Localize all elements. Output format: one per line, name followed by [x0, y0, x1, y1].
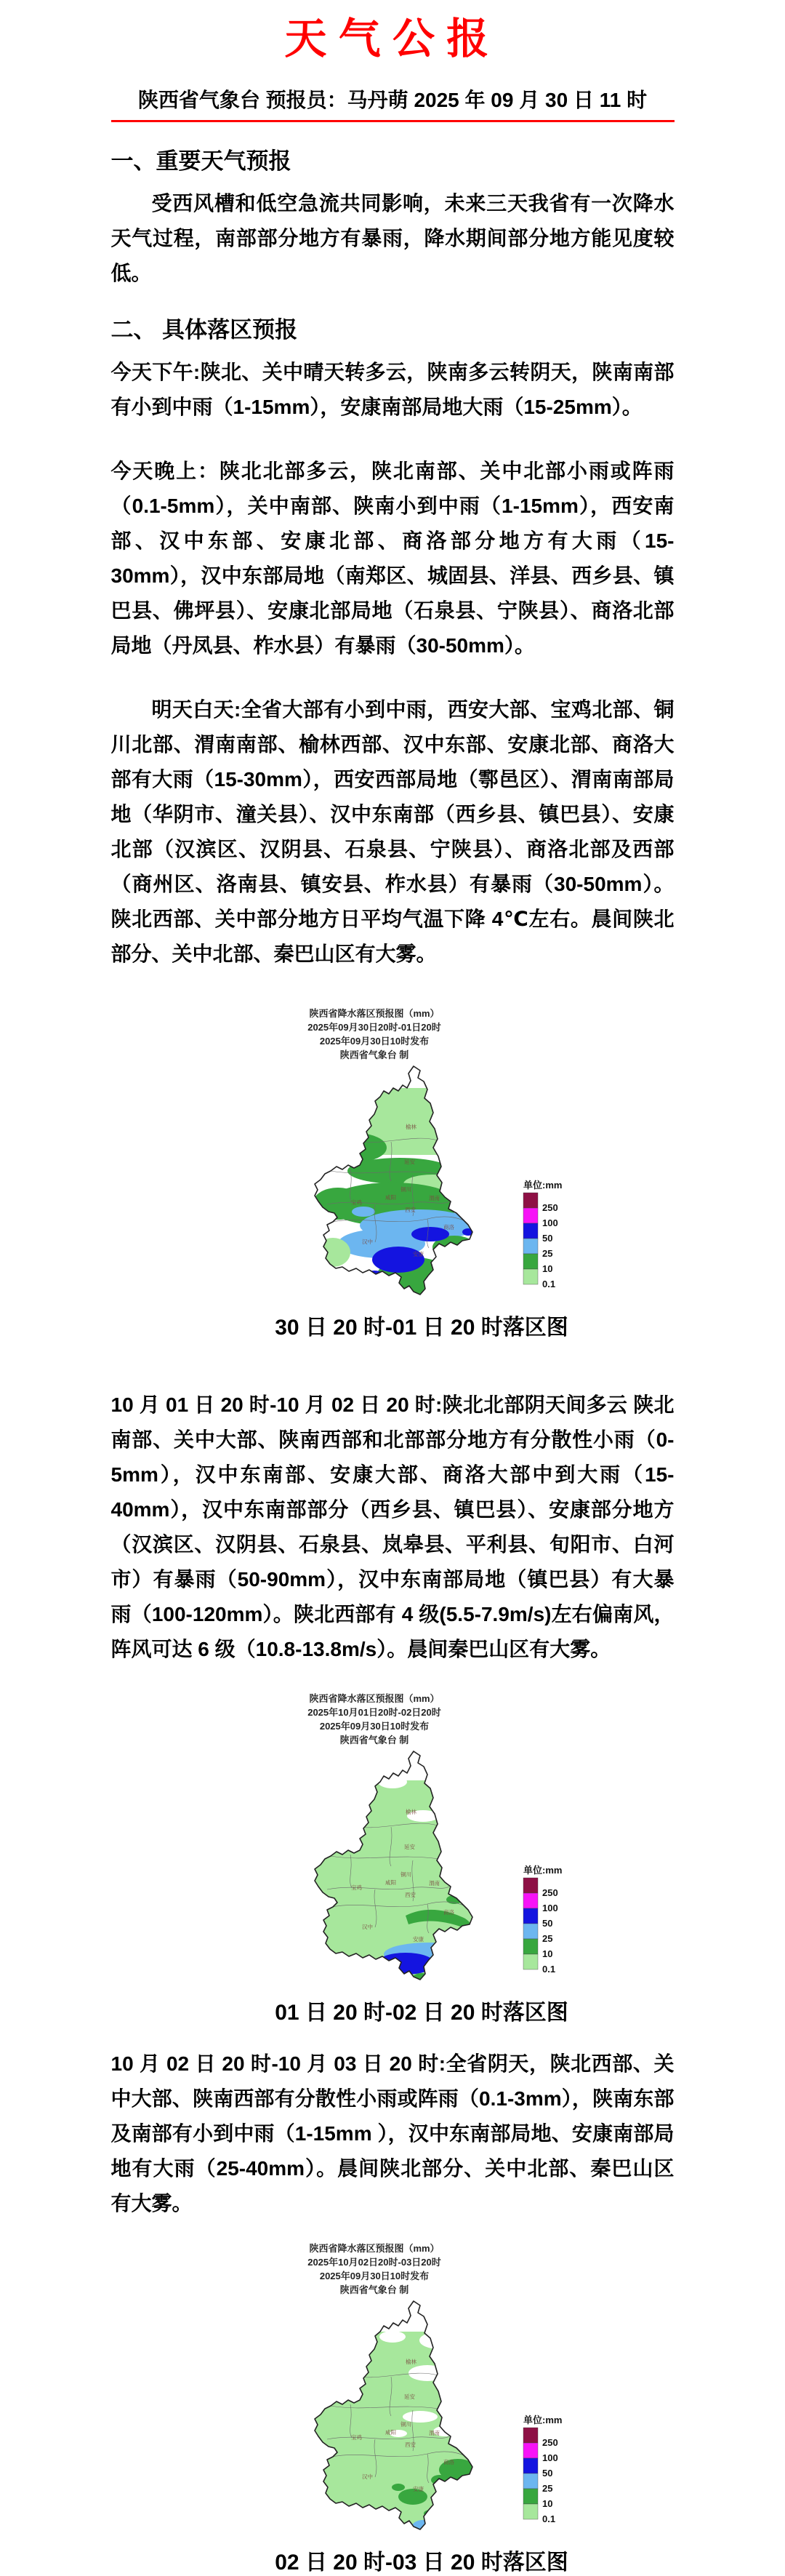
meta-underline	[111, 87, 675, 122]
map-producer: 陕西省气象台 制	[339, 2284, 409, 2295]
legend-value: 25	[542, 1933, 553, 1944]
forecast-today-night-body: 陕北北部多云，陕北南部、关中北部小雨或阵雨（0.1-5mm），关中南部、陕南小到中雨（1-15mm），西安南部、汉中东部、安康北部、商洛部分地方有大雨（15-30mm），汉中东部局地（南郑区、城固县、洋县、西乡县、镇巴县、佛坪县）、安康北部局地（石泉县、宁陕县）、商洛北部局地（丹凤县、柞水县）有暴雨（30-50mm）。	[110, 460, 675, 657]
map-city-label: 铜川	[400, 2421, 411, 2428]
legend-value: 50	[542, 2468, 553, 2479]
map-producer: 陕西省气象台 制	[339, 1735, 409, 1745]
legend-value: 50	[542, 1233, 553, 1244]
map-city-label: 延安	[404, 1844, 415, 1850]
forecast-day2-body: 陕北北部阴天间多云 陕北南部、关中大部、陕南西部和北部部分地方有分散性小雨（0-5mm），汉中东南部、安康大部、商洛大部中到大雨（15-40mm），汉中东南部部分（西乡县、镇巴县）、安康部分地方（汉滨区、汉阴县、石泉县、岚皋县、平利县、旬阳市、白河市）有暴雨（50-90mm），汉中东南部局地（镇巴县）有大暴雨（100-120mm）。陕北西部有 4 级(5.5-7.9m/s)左右偏南风，阵风可达 6 级（10.8-13.8m/s）。晨间秦巴山区有大雾。	[110, 1393, 675, 1660]
legend-swatch	[523, 1924, 538, 1939]
legend-swatch	[523, 1908, 538, 1924]
forecast-today-pm-lead: 今天下午:	[110, 361, 201, 383]
map-1-caption: 30 日 20 时-01 日 20 时落区图	[275, 1316, 568, 1340]
map-city-label: 西安	[405, 1892, 416, 1898]
legend-value: 250	[542, 1887, 558, 1898]
legend-swatch	[523, 2504, 538, 2519]
legend-value: 250	[542, 2437, 558, 2448]
legend-value: 100	[542, 1217, 558, 1228]
legend-swatch	[523, 1269, 538, 1284]
legend-swatch	[523, 1878, 538, 1893]
legend-title: 单位:mm	[523, 1865, 563, 1876]
legend-title: 单位:mm	[523, 1180, 563, 1191]
map-city-label: 安康	[413, 1251, 424, 1257]
legend-swatch	[523, 1239, 538, 1254]
map-city-label: 汉中	[362, 2473, 373, 2480]
map-2-header	[211, 1692, 538, 1747]
map-1-header	[211, 1007, 538, 1062]
precip-map-block-2	[0, 1692, 785, 2026]
section2-heading: 二、 具体落区预报	[110, 317, 298, 343]
map-city-label: 渭南	[429, 2430, 440, 2436]
shaanxi-precip-map-2	[305, 1747, 596, 1988]
legend-value: 50	[542, 1918, 553, 1929]
legend-swatch	[523, 2428, 538, 2443]
forecast-day2-lead: 10 月 01 日 20 时-10 月 02 日 20 时:	[110, 1393, 443, 1416]
map-valid-period: 2025年10月02日20时-03日20时	[307, 2257, 441, 2268]
forecast-today-pm	[111, 355, 675, 425]
map-city-label: 宝鸡	[351, 1199, 362, 1206]
map-city-label: 咸阳	[385, 1194, 396, 1201]
content-top	[111, 147, 675, 972]
legend-value: 250	[542, 1202, 558, 1213]
map-3-caption: 02 日 20 时-03 日 20 时落区图	[275, 2551, 568, 2575]
meta-line: 陕西省气象台 预报员：马丹萌 2025 年 09 月 30 日 11 时	[137, 89, 648, 111]
forecast-tomorrow-day-body: 全省大部有小到中雨，西安大部、宝鸡北部、铜川北部、渭南南部、榆林西部、汉中东部、安康北部、商洛大部有大雨（15-30mm），西安西部局地（鄠邑区）、渭南南部局地（华阴市、潼关县）、汉中东南部（西乡县、镇巴县）、安康北部（汉滨区、汉阴县、石泉县、宁陕县）、商洛北部及西部（商州区、洛南县、镇安县、柞水县）有暴雨（30-50mm）。陕北西部、关中部分地方日平均气温下降 4℃左右。晨间陕北部分、关中北部、秦巴山区有大雾。	[110, 698, 675, 965]
legend-swatch	[523, 2443, 538, 2458]
legend-swatch	[523, 1254, 538, 1269]
legend-title: 单位:mm	[523, 2415, 563, 2425]
legend-value: 0.1	[542, 1279, 556, 1289]
map-issue-time: 2025年09月30日10时发布	[319, 1036, 430, 1047]
legend-value: 100	[542, 2452, 558, 2463]
map-valid-period: 2025年10月01日20时-02日20时	[307, 1707, 441, 1718]
shaanxi-precip-map-1	[305, 1062, 596, 1303]
map-city-label: 铜川	[400, 1871, 411, 1878]
legend-swatch	[523, 2458, 538, 2473]
map-city-label: 延安	[404, 2393, 415, 2400]
map-city-label: 榆林	[406, 2359, 416, 2365]
forecast-day3-body: 全省阴天，陕北西部、关中大部、陕南西部有分散性小雨或阵雨（0.1-3mm），陕南东部及南部有小到中雨（1-15mm ），汉中东南部局地、安康南部局地有大雨（25-40mm）。晨间陕北部分、关中北部、秦巴山区有大雾。	[110, 2052, 675, 2215]
map-title-line: 陕西省降水落区预报图（mm）	[309, 1008, 440, 1019]
map-city-label: 商洛	[443, 1224, 454, 1231]
content-day3	[111, 2047, 675, 2221]
map-3-header	[211, 2241, 538, 2297]
legend-value: 10	[542, 2498, 553, 2509]
map-city-label: 汉中	[362, 1924, 373, 1930]
precip-map-block-1	[0, 1007, 785, 1341]
doc-title: 天气公报	[284, 15, 501, 63]
map-city-label: 安康	[413, 1936, 424, 1943]
legend-swatch	[523, 1193, 538, 1208]
map-city-label: 商洛	[443, 2459, 454, 2465]
forecast-tomorrow-day	[111, 692, 675, 972]
map-2-caption: 01 日 20 时-02 日 20 时落区图	[275, 2001, 568, 2025]
map-city-label: 延安	[404, 1159, 415, 1165]
forecast-day2	[111, 1388, 675, 1667]
map-city-label: 西安	[405, 2441, 416, 2448]
legend-value: 100	[542, 1903, 558, 1913]
section1-paragraph: 受西风槽和低空急流共同影响，未来三天我省有一次降水天气过程，南部部分地方有暴雨，降水期间部分地方能见度较低。	[110, 192, 675, 284]
legend-value: 25	[542, 1248, 553, 1259]
map-city-label: 渭南	[429, 1195, 440, 1201]
map-title-line: 陕西省降水落区预报图（mm）	[309, 2243, 440, 2254]
legend-swatch	[523, 1208, 538, 1223]
precip-map-block-3	[0, 2241, 785, 2576]
legend-value: 25	[542, 2483, 553, 2494]
legend-swatch	[523, 2473, 538, 2489]
map-city-label: 渭南	[429, 1880, 440, 1887]
section1-heading: 一、重要天气预报	[110, 148, 291, 174]
forecast-today-pm-body: 陕北、关中晴天转多云，陕南多云转阴天，陕南南部有小到中雨（1-15mm），安康南部局地大雨（15-25mm）。	[110, 361, 675, 418]
forecast-day3-lead: 10 月 02 日 20 时-10 月 03 日 20 时:	[110, 2052, 446, 2075]
map-city-label: 咸阳	[385, 2429, 396, 2436]
map-city-label: 铜川	[400, 1186, 411, 1193]
forecast-today-night	[111, 454, 675, 663]
map-issue-time: 2025年09月30日10时发布	[319, 1721, 430, 1732]
legend-swatch	[523, 1939, 538, 1954]
map-city-label: 安康	[413, 2486, 424, 2492]
legend-swatch	[523, 1954, 538, 1969]
map-city-label: 榆林	[406, 1124, 416, 1130]
map-producer: 陕西省气象台 制	[339, 1049, 409, 1060]
legend-value: 0.1	[542, 1964, 556, 1975]
map-city-label: 咸阳	[385, 1879, 396, 1886]
legend-swatch	[523, 1893, 538, 1908]
map-city-label: 榆林	[406, 1809, 416, 1815]
map-city-label: 西安	[405, 1207, 416, 1213]
map-issue-time: 2025年09月30日10时发布	[319, 2271, 430, 2281]
forecast-day3	[111, 2047, 675, 2221]
legend-value: 10	[542, 1948, 553, 1959]
map-city-label: 宝鸡	[351, 1884, 362, 1891]
legend-swatch	[523, 2489, 538, 2504]
legend-value: 0.1	[542, 2513, 556, 2524]
legend-swatch	[523, 1223, 538, 1239]
forecast-tomorrow-day-lead: 明天白天:	[151, 698, 241, 721]
map-valid-period: 2025年09月30日20时-01日20时	[307, 1022, 441, 1033]
legend-value: 10	[542, 1263, 553, 1274]
map-title-line: 陕西省降水落区预报图（mm）	[309, 1693, 440, 1704]
map-city-label: 商洛	[443, 1909, 454, 1916]
map-city-label: 宝鸡	[351, 2434, 362, 2441]
forecast-today-night-lead: 今天晚上：	[110, 460, 220, 482]
shaanxi-precip-map-3	[305, 2297, 596, 2538]
content-day2	[111, 1388, 675, 1667]
map-city-label: 汉中	[362, 1239, 373, 1245]
